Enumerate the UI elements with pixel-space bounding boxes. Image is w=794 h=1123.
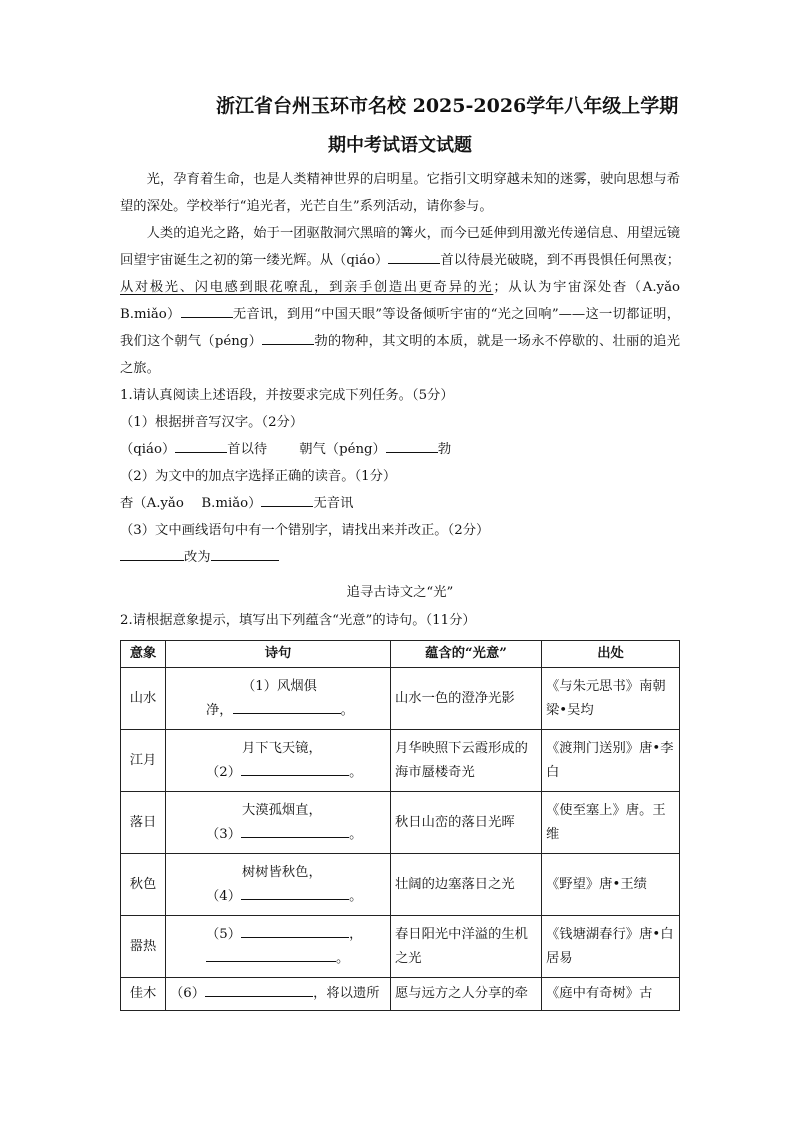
table-header-row — [121, 641, 680, 668]
row-source: 《与朱元思书》南朝梁•吴均 — [542, 668, 680, 730]
row-image: 嚣热 — [121, 916, 166, 978]
row-source: 《使至塞上》唐。王维 — [542, 792, 680, 854]
verse-blank-3[interactable] — [241, 823, 349, 838]
q1-sub1-answers — [120, 436, 680, 463]
row-meaning: 月华映照下云霞形成的海市蜃楼奇光 — [391, 730, 542, 792]
verse-end-punct: 。 — [336, 950, 350, 966]
table-row — [121, 916, 680, 978]
verse-tail-text: ，将以遗所 — [313, 986, 380, 1001]
row-image: 江月 — [121, 730, 166, 792]
q1-blank-peng[interactable] — [386, 438, 438, 453]
intro-p2-part-e: 勃的物种，其文明的本质，就是一场永不停歇的、壮丽的追光之旅。 — [120, 334, 680, 376]
exam-title-line2: 期中考试语文试题 — [328, 135, 472, 156]
verse-line-1: 大漠孤烟直， — [242, 802, 322, 818]
verse-blank-5b[interactable] — [206, 947, 336, 962]
row-image: 山水 — [121, 668, 166, 730]
table-row — [121, 978, 680, 1011]
row-meaning: 壮阔的边塞落日之光 — [391, 854, 542, 916]
verse-mid-punct: ， — [349, 926, 363, 942]
verse-blank-1[interactable] — [233, 699, 341, 714]
exam-title-line1: 浙江省台州玉环市名校 2025-2026学年八年级上学期 — [216, 95, 679, 117]
exam-page — [120, 92, 680, 1011]
header-verse: 诗句 — [166, 641, 391, 668]
q1-sub1-pinyin-peng: 朝气（péng） — [299, 442, 386, 457]
q1-sub2-answers — [120, 490, 680, 517]
verse-line-1: 树树皆秋色， — [242, 864, 322, 880]
verse-blank-5a[interactable] — [241, 923, 349, 938]
q1-sub2-word: 无音讯 — [313, 496, 354, 511]
table-row — [121, 730, 680, 792]
row-source: 《庭中有奇树》古 — [542, 978, 680, 1011]
intro-p2-part-a: 人类的追光之路，始于一团驱散洞穴黑暗的篝火，而今已延伸到用激光传递信息、用望远镜回望宇宙诞生之初的第一缕光辉。从（qiáo） — [120, 226, 680, 268]
row-source: 《渡荆门送别》唐•李白 — [542, 730, 680, 792]
verse-blank-6[interactable] — [205, 982, 313, 997]
answer-blank-peng[interactable] — [262, 330, 314, 345]
row-verse — [166, 978, 391, 1011]
intro-paragraph-1: 光，孕育着生命，也是人类精神世界的启明星。它指引文明穿越未知的迷雾，驶向思想与希望的深处。学校举行“追光者，光芒自生”系列活动，请你参与。 — [120, 172, 680, 214]
header-image: 意象 — [121, 641, 166, 668]
q1-sub1: （1）根据拼音写汉字。（2分） — [120, 415, 304, 430]
q1-sub3: （3）文中画线语句中有一个错别字，请找出来并改正。（2分） — [120, 523, 490, 538]
answer-blank-qiao[interactable] — [388, 249, 440, 264]
verse-line-1: 月下飞天镜， — [242, 740, 322, 756]
q1-blank-qiao[interactable] — [175, 438, 227, 453]
table-row — [121, 854, 680, 916]
row-meaning: 春日阳光中洋溢的生机之光 — [391, 916, 542, 978]
q1-sub1-word-b: 勃 — [437, 442, 452, 457]
row-image: 秋色 — [121, 854, 166, 916]
q1-sub2-options: 杳（A.yǎo B.miǎo） — [120, 496, 262, 511]
underlined-sentence: 从对极光、闪电感到眼花嘹乱，到亲手创造出更奇异的光 — [120, 280, 494, 295]
poem-table — [120, 640, 680, 1011]
q1-stem: 1.请认真阅读上述语段，并按要求完成下列任务。（5分） — [120, 388, 454, 403]
verse-line-2: 净， — [206, 702, 233, 718]
row-verse — [166, 730, 391, 792]
intro-p2-part-b: 首以待晨光破晓，到不再畏惧任何黑夜； — [440, 253, 680, 268]
verse-end-punct: 。 — [349, 888, 363, 904]
row-verse — [166, 792, 391, 854]
row-verse — [166, 854, 391, 916]
header-meaning: 蕴含的“光意” — [391, 641, 542, 668]
table-row — [121, 668, 680, 730]
verse-line-2: （2） — [206, 764, 242, 780]
row-meaning: 山水一色的澄净光影 — [391, 668, 542, 730]
verse-line-1: （5） — [206, 926, 242, 942]
row-image: 落日 — [121, 792, 166, 854]
q1-blank-yao[interactable] — [261, 492, 313, 507]
intro-paragraph-2 — [120, 220, 680, 382]
verse-blank-4[interactable] — [241, 885, 349, 900]
q2-stem: 2.请根据意象提示，填写出下列蕴含“光意”的诗句。（11分） — [120, 613, 476, 628]
q1-sub1-word-a: 首以待 — [227, 442, 268, 457]
section2-heading: 追寻古诗文之“光” — [346, 585, 454, 600]
verse-end-punct: 。 — [340, 702, 354, 718]
verse-end-punct: 。 — [349, 764, 363, 780]
verse-line-1: （6） — [170, 986, 206, 1001]
verse-line-2: （3） — [206, 826, 242, 842]
q1-sub2: （2）为文中的加点字选择正确的读音。（1分） — [120, 469, 397, 484]
row-verse — [166, 668, 391, 730]
row-meaning: 愿与远方之人分享的牵 — [391, 978, 542, 1011]
row-source: 《钱塘湖春行》唐•白居易 — [542, 916, 680, 978]
row-source: 《野望》唐•王绩 — [542, 854, 680, 916]
row-meaning: 秋日山峦的落日光晖 — [391, 792, 542, 854]
table-row — [121, 792, 680, 854]
q1-sub1-pinyin-qiao: （qiáo） — [120, 442, 176, 457]
header-source: 出处 — [542, 641, 680, 668]
verse-line-1: （1）风烟俱 — [242, 678, 317, 694]
verse-line-2: （4） — [206, 888, 242, 904]
intro-p2-part-d: 无音讯，到用“中国天眼”等设备倾听宇宙的“光之回响”——这一切都证明，我们这个朝气（péng） — [120, 307, 680, 349]
row-verse — [166, 916, 391, 978]
verse-blank-2[interactable] — [241, 761, 349, 776]
intro-p2-part-c: ；从认为宇宙深处杳（A.yǎo B.miǎo） — [120, 280, 680, 322]
q1-sub3-change-to: 改为 — [184, 550, 211, 565]
verse-end-punct: 。 — [349, 826, 363, 842]
row-image: 佳木 — [121, 978, 166, 1011]
q1-blank-correct-char[interactable] — [211, 546, 279, 561]
q1-sub3-answers — [120, 544, 680, 571]
answer-blank-yao[interactable] — [181, 303, 233, 318]
q1-blank-wrong-char[interactable] — [120, 546, 184, 561]
